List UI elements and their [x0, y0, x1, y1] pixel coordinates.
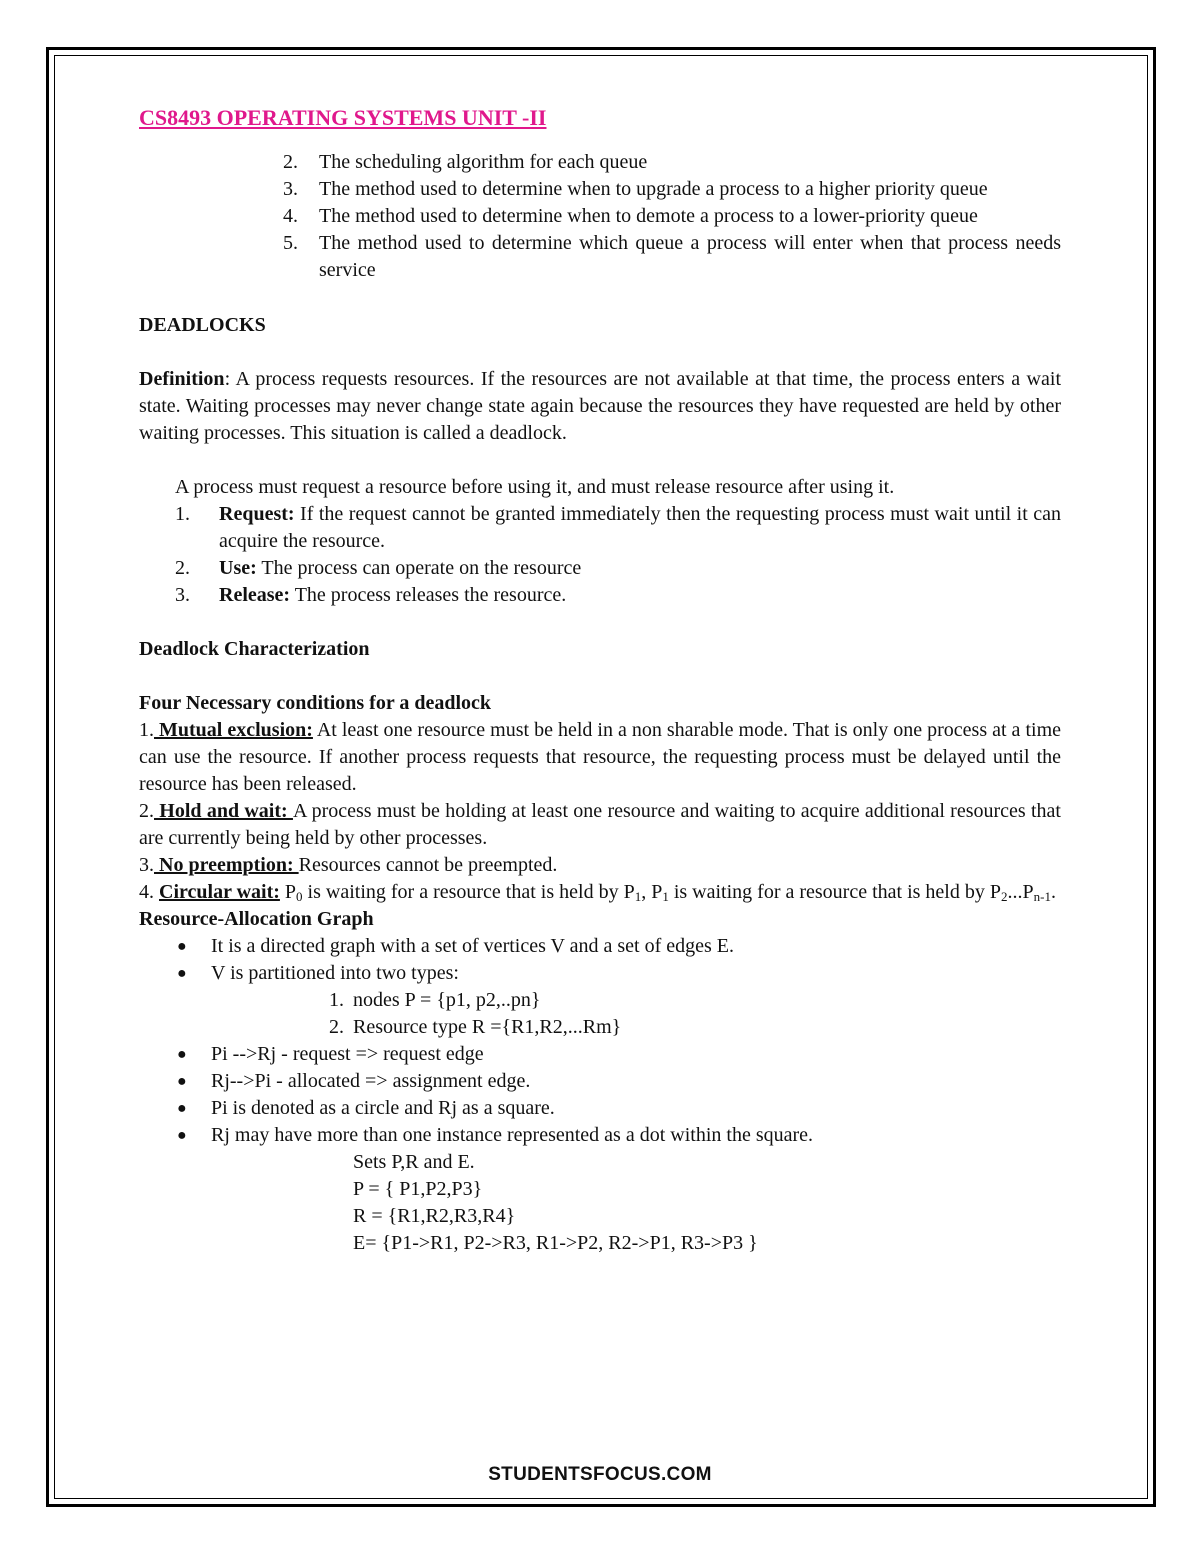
condition-text: P [279, 881, 297, 903]
subscript: 0 [296, 889, 303, 904]
resource-usage-steps [139, 501, 1061, 609]
list-item [139, 230, 1061, 284]
condition-mutual-exclusion [139, 717, 1061, 798]
list-item [139, 1068, 1061, 1095]
condition-label: Mutual exclusion: [154, 719, 313, 741]
list-item [139, 501, 1061, 555]
condition-label: Hold and wait: [154, 800, 293, 822]
sets-line: P = { P1,P2,P3} [353, 1178, 483, 1200]
list-number: 2. [283, 151, 298, 173]
sub-list-item [139, 987, 1061, 1014]
queue-parameter-list [139, 149, 1061, 284]
condition-circular-wait [139, 879, 1061, 906]
step-label: Use: [219, 557, 257, 579]
list-item [139, 582, 1061, 609]
sets-block [139, 1149, 1061, 1257]
resource-usage-intro: A process must request a resource before using it, and must release resource after using it. [175, 476, 895, 498]
list-text: The method used to determine which queue a process will enter when that process needs service [319, 232, 1061, 281]
list-text: Pi is denoted as a circle and Rj as a square. [211, 1097, 555, 1119]
step-text: The process can operate on the resource [256, 557, 582, 579]
list-text: Rj may have more than one instance represented as a dot within the square. [211, 1124, 814, 1146]
condition-hold-and-wait [139, 798, 1061, 852]
condition-text: is waiting for a resource that is held by P [302, 881, 635, 903]
list-number: 2. [329, 1016, 344, 1038]
bullet-icon: ● [177, 965, 187, 982]
list-text: The method used to determine when to upgrade a process to a higher priority queue [319, 178, 988, 200]
subscript: n-1 [1033, 889, 1051, 904]
list-item [139, 960, 1061, 987]
step-label: Request: [219, 503, 295, 525]
list-item [139, 555, 1061, 582]
list-item [139, 933, 1061, 960]
list-number: 4. [283, 205, 298, 227]
list-number: 5. [283, 232, 298, 254]
list-number: 3. [175, 584, 190, 606]
list-text: Resource type R ={R1,R2,...Rm} [353, 1016, 622, 1038]
definition-text: : A process requests resources. If the resources are not available at that time, the process enters a wait state. Waiting processes may never change state again because the resources they have requested are held by other waiting processes. This situation is called a deadlock. [139, 368, 1061, 444]
list-text: The scheduling algorithm for each queue [319, 151, 648, 173]
condition-number: 3. [139, 854, 154, 876]
definition-label: Definition [139, 368, 225, 390]
condition-text: A process must be holding at least one resource and waiting to acquire additional resources that are currently being held by other processes. [139, 800, 1061, 849]
list-item [139, 1041, 1061, 1068]
bullet-icon: ● [177, 938, 187, 955]
list-number: 2. [175, 557, 190, 579]
footer-watermark: STUDENTSFOCUS.COM [488, 1464, 712, 1485]
page-title: CS8493 OPERATING SYSTEMS UNIT -II [139, 105, 547, 130]
condition-number: 1. [139, 719, 154, 741]
list-number: 3. [283, 178, 298, 200]
list-text: Rj-->Pi - allocated => assignment edge. [211, 1070, 531, 1092]
list-item [139, 149, 1061, 176]
condition-text: . [1050, 881, 1056, 903]
list-text: The method used to determine when to demote a process to a lower-priority queue [319, 205, 978, 227]
condition-text: Resources cannot be preempted. [298, 854, 558, 876]
conditions-heading: Four Necessary conditions for a deadlock [139, 692, 492, 714]
sub-list-item [139, 1014, 1061, 1041]
list-text: nodes P = {p1, p2,..pn} [353, 989, 541, 1011]
condition-number: 2. [139, 800, 154, 822]
condition-text: , P [641, 881, 663, 903]
list-text: V is partitioned into two types: [211, 962, 459, 984]
sets-line: E= {P1->R1, P2->R3, R1->P2, R2->P1, R3->P3 } [353, 1232, 758, 1254]
document-body [139, 104, 1061, 1257]
rag-bullet-list [139, 933, 1061, 1149]
list-item [139, 176, 1061, 203]
section-heading-rag: Resource-Allocation Graph [139, 908, 374, 930]
bullet-icon: ● [177, 1073, 187, 1090]
condition-label: No preemption: [154, 854, 299, 876]
subscript: 1 [662, 889, 669, 904]
condition-text: is waiting for a resource that is held by P [668, 881, 1001, 903]
step-label: Release: [219, 584, 291, 606]
list-item [139, 203, 1061, 230]
condition-text: At least one resource must be held in a non sharable mode. That is only one process at a time can use the resource. If another process requests that resource, the requesting process must be delayed until the resource has been released. [139, 719, 1061, 795]
condition-label: Circular wait: [159, 881, 280, 903]
list-text: It is a directed graph with a set of vertices V and a set of edges E. [211, 935, 734, 957]
sets-line: R = {R1,R2,R3,R4} [353, 1205, 516, 1227]
list-item [139, 1122, 1061, 1149]
condition-number: 4. [139, 881, 159, 903]
list-item [139, 1095, 1061, 1122]
bullet-icon: ● [177, 1127, 187, 1144]
condition-text: ...P [1007, 881, 1034, 903]
definition-paragraph [139, 366, 1061, 447]
section-heading-deadlocks: DEADLOCKS [139, 314, 266, 336]
list-number: 1. [329, 989, 344, 1011]
section-heading-characterization: Deadlock Characterization [139, 638, 370, 660]
condition-no-preemption [139, 852, 1061, 879]
list-text: Pi -->Rj - request => request edge [211, 1043, 484, 1065]
bullet-icon: ● [177, 1100, 187, 1117]
sets-line: Sets P,R and E. [353, 1151, 475, 1173]
subscript: 2 [1000, 889, 1008, 904]
step-text: The process releases the resource. [290, 584, 567, 606]
bullet-icon: ● [177, 1046, 187, 1063]
subscript: 1 [634, 889, 642, 904]
step-text: If the request cannot be granted immediately then the requesting process must wait until it can acquire the resource. [219, 503, 1061, 552]
list-number: 1. [175, 503, 190, 525]
